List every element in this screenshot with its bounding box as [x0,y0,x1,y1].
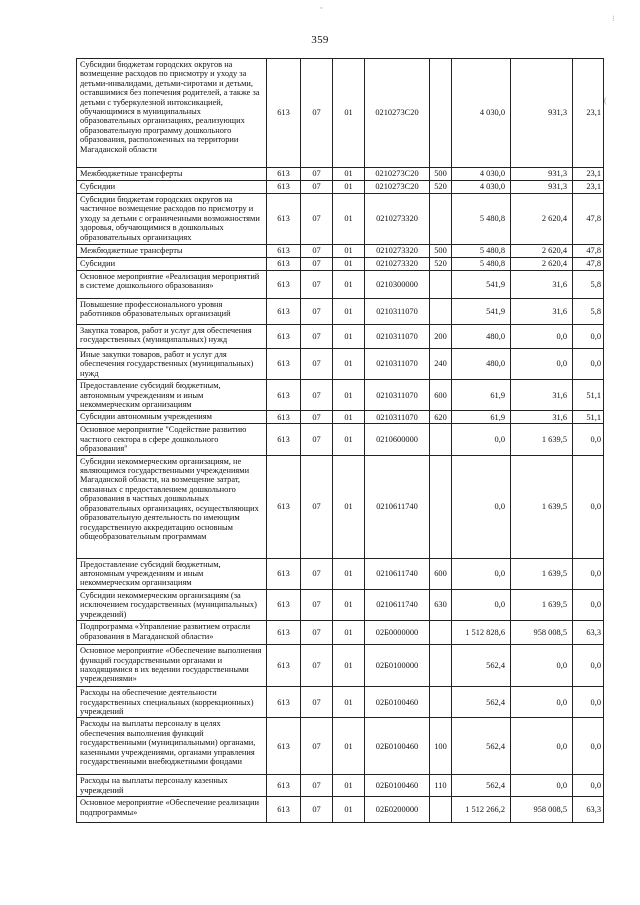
cell-gr: 613 [267,455,301,558]
cell-plan: 61,9 [452,380,511,411]
cell-pct: 0,0 [573,687,604,718]
cell-gr: 613 [267,245,301,258]
cell-fact: 0,0 [511,349,573,380]
cell-csr: 0210311070 [365,299,430,325]
cell-csr: 0210311070 [365,325,430,349]
cell-gr: 613 [267,59,301,168]
cell-pct: 0,0 [573,775,604,797]
cell-pct: 0,0 [573,718,604,775]
cell-name: Предоставление субсидий бюджетным, автономным учреждениям и иным некоммерческим организациям [77,380,267,411]
cell-csr: 0210611740 [365,589,430,620]
cell-plan: 562,4 [452,687,511,718]
cell-plan: 5 480,8 [452,258,511,271]
cell-gr: 613 [267,349,301,380]
cell-csr: 02Б0100460 [365,775,430,797]
cell-csr: 0210273С20 [365,181,430,194]
cell-rz: 07 [301,59,333,168]
cell-csr: 0210273320 [365,245,430,258]
cell-csr: 02Б0200000 [365,797,430,823]
cell-pr: 01 [333,258,365,271]
cell-fact: 0,0 [511,325,573,349]
cell-vr: 630 [430,589,452,620]
cell-csr: 0210611740 [365,558,430,589]
table-row [77,271,604,299]
cell-plan: 1 512 266,2 [452,797,511,823]
cell-vr [430,455,452,558]
cell-rz: 07 [301,349,333,380]
cell-rz: 07 [301,380,333,411]
cell-fact: 931,3 [511,59,573,168]
cell-name: Повышение профессионального уровня работников образовательных организаций [77,299,267,325]
table-body [77,59,604,823]
cell-name: Основное мероприятие «Реализация мероприятий в системе дошкольного образования» [77,271,267,299]
cell-plan: 4 030,0 [452,181,511,194]
cell-pct: 0,0 [573,325,604,349]
cell-vr [430,299,452,325]
cell-rz: 07 [301,797,333,823]
cell-rz: 07 [301,271,333,299]
cell-rz: 07 [301,645,333,687]
cell-rz: 07 [301,181,333,194]
cell-csr: 02Б0100460 [365,718,430,775]
cell-pr: 01 [333,168,365,181]
table-row [77,455,604,558]
cell-pct: 23,1 [573,59,604,168]
cell-fact: 31,6 [511,271,573,299]
cell-rz: 07 [301,455,333,558]
table-row [77,168,604,181]
cell-csr: 0210600000 [365,424,430,455]
cell-csr: 02Б0100460 [365,687,430,718]
cell-plan: 541,9 [452,299,511,325]
cell-fact: 0,0 [511,645,573,687]
scan-mark: ⁝ [612,14,615,23]
cell-pct: 47,8 [573,194,604,245]
cell-gr: 613 [267,258,301,271]
cell-rz: 07 [301,775,333,797]
cell-pct: 63,3 [573,621,604,645]
cell-pr: 01 [333,558,365,589]
cell-fact: 1 639,5 [511,455,573,558]
cell-pr: 01 [333,424,365,455]
cell-name: Субсидии бюджетам городских округов на частичное возмещение расходов по присмотру и уходу за детьми с ограниченными возможностями здоровья, обучающимися в дошкольных образовательных организациях [77,194,267,245]
table-row [77,645,604,687]
cell-name: Предоставление субсидий бюджетным, автономным учреждениям и иным некоммерческим организациям [77,558,267,589]
cell-vr [430,59,452,168]
cell-gr: 613 [267,271,301,299]
cell-vr: 500 [430,245,452,258]
cell-gr: 613 [267,194,301,245]
cell-csr: 02Б0000000 [365,621,430,645]
cell-name: Субсидии некоммерческим организациям (за исключением государственных (муниципальных) учреждений) [77,589,267,620]
cell-rz: 07 [301,621,333,645]
cell-fact: 1 639,5 [511,424,573,455]
cell-name: Расходы на выплаты персоналу казенных учреждений [77,775,267,797]
cell-pct: 51,1 [573,380,604,411]
cell-rz: 07 [301,411,333,424]
cell-rz: 07 [301,424,333,455]
cell-name: Иные закупки товаров, работ и услуг для обеспечения государственных (муниципальных) нужд [77,349,267,380]
cell-pct: 23,1 [573,168,604,181]
cell-fact: 1 639,5 [511,589,573,620]
cell-plan: 480,0 [452,325,511,349]
cell-plan: 5 480,8 [452,194,511,245]
table-row [77,194,604,245]
cell-csr: 0210311070 [365,380,430,411]
cell-rz: 07 [301,258,333,271]
cell-pr: 01 [333,411,365,424]
cell-gr: 613 [267,558,301,589]
cell-plan: 4 030,0 [452,59,511,168]
cell-gr: 613 [267,424,301,455]
cell-pct: 63,3 [573,797,604,823]
cell-csr: 0210311070 [365,411,430,424]
scan-mark: ( [604,96,607,105]
cell-plan: 562,4 [452,645,511,687]
cell-vr [430,687,452,718]
cell-pct: 23,1 [573,181,604,194]
cell-name: Расходы на обеспечение деятельности государственных специальных (коррекционных) учреждений [77,687,267,718]
cell-pr: 01 [333,718,365,775]
cell-gr: 613 [267,797,301,823]
cell-vr: 520 [430,258,452,271]
cell-gr: 613 [267,621,301,645]
cell-fact: 31,6 [511,299,573,325]
cell-pct: 0,0 [573,455,604,558]
table-row [77,775,604,797]
cell-gr: 613 [267,380,301,411]
cell-vr: 600 [430,558,452,589]
cell-pr: 01 [333,621,365,645]
cell-csr: 0210273320 [365,258,430,271]
cell-csr: 0210273320 [365,194,430,245]
cell-pct: 0,0 [573,349,604,380]
cell-vr [430,271,452,299]
cell-pr: 01 [333,687,365,718]
cell-gr: 613 [267,168,301,181]
cell-csr: 0210300000 [365,271,430,299]
cell-vr [430,621,452,645]
cell-csr: 0210273С20 [365,59,430,168]
cell-vr [430,645,452,687]
cell-fact: 958 008,5 [511,797,573,823]
cell-name: Подпрограмма «Управление развитием отрасли образования в Магаданской области» [77,621,267,645]
cell-fact: 0,0 [511,687,573,718]
cell-gr: 613 [267,181,301,194]
cell-pct: 5,8 [573,271,604,299]
cell-name: Межбюджетные трансферты [77,245,267,258]
table-row [77,258,604,271]
cell-vr: 620 [430,411,452,424]
cell-rz: 07 [301,687,333,718]
cell-pct: 47,8 [573,258,604,271]
cell-pr: 01 [333,645,365,687]
cell-vr: 500 [430,168,452,181]
cell-pr: 01 [333,797,365,823]
table-row [77,424,604,455]
budget-table [76,58,604,823]
cell-plan: 562,4 [452,775,511,797]
cell-pct: 0,0 [573,589,604,620]
cell-fact: 2 620,4 [511,258,573,271]
cell-csr: 0210311070 [365,349,430,380]
cell-name: Субсидии автономным учреждениям [77,411,267,424]
cell-pct: 0,0 [573,558,604,589]
cell-fact: 1 639,5 [511,558,573,589]
cell-pct: 0,0 [573,645,604,687]
cell-fact: 31,6 [511,380,573,411]
cell-pr: 01 [333,59,365,168]
scan-mark: ˇ [320,6,323,15]
cell-gr: 613 [267,299,301,325]
cell-pr: 01 [333,299,365,325]
cell-name: Основное мероприятие "Содействие развитию частного сектора в сфере дошкольного образования" [77,424,267,455]
table-row [77,349,604,380]
cell-pr: 01 [333,245,365,258]
cell-gr: 613 [267,645,301,687]
table-row [77,718,604,775]
cell-plan: 5 480,8 [452,245,511,258]
page-number: 359 [311,34,329,46]
cell-plan: 4 030,0 [452,168,511,181]
cell-plan: 1 512 828,6 [452,621,511,645]
cell-pct: 0,0 [573,424,604,455]
table-row [77,181,604,194]
cell-fact: 31,6 [511,411,573,424]
table-row [77,245,604,258]
table-row [77,558,604,589]
cell-vr: 110 [430,775,452,797]
cell-name: Закупка товаров, работ и услуг для обеспечения государственных (муниципальных) нужд [77,325,267,349]
cell-gr: 613 [267,411,301,424]
table-row [77,411,604,424]
cell-vr: 520 [430,181,452,194]
cell-name: Межбюджетные трансферты [77,168,267,181]
cell-rz: 07 [301,558,333,589]
cell-rz: 07 [301,168,333,181]
cell-gr: 613 [267,775,301,797]
cell-pr: 01 [333,775,365,797]
cell-gr: 613 [267,589,301,620]
table-row [77,299,604,325]
table-row [77,380,604,411]
cell-name: Основное мероприятие «Обеспечение выполнения функций государственными органами и находящимися в их ведении государственными учреждениями» [77,645,267,687]
cell-pr: 01 [333,455,365,558]
cell-name: Расходы на выплаты персоналу в целях обеспечения выполнения функций государственными (муниципальными) органами, казенными учреждениями, органами управления государственными внебюджетными фондами [77,718,267,775]
cell-csr: 0210273С20 [365,168,430,181]
cell-fact: 0,0 [511,718,573,775]
cell-vr [430,424,452,455]
cell-rz: 07 [301,589,333,620]
table-row [77,325,604,349]
cell-plan: 562,4 [452,718,511,775]
cell-csr: 02Б0100000 [365,645,430,687]
cell-plan: 0,0 [452,589,511,620]
cell-fact: 2 620,4 [511,194,573,245]
cell-pct: 47,8 [573,245,604,258]
table-row [77,589,604,620]
cell-gr: 613 [267,325,301,349]
cell-fact: 2 620,4 [511,245,573,258]
cell-plan: 61,9 [452,411,511,424]
cell-rz: 07 [301,718,333,775]
cell-rz: 07 [301,194,333,245]
cell-fact: 931,3 [511,181,573,194]
cell-vr: 600 [430,380,452,411]
cell-pr: 01 [333,181,365,194]
cell-plan: 0,0 [452,424,511,455]
cell-vr [430,797,452,823]
cell-name: Субсидии [77,181,267,194]
cell-csr: 0210611740 [365,455,430,558]
table-row [77,797,604,823]
cell-pr: 01 [333,349,365,380]
cell-pr: 01 [333,380,365,411]
cell-fact: 958 008,5 [511,621,573,645]
cell-plan: 480,0 [452,349,511,380]
cell-plan: 0,0 [452,455,511,558]
cell-rz: 07 [301,245,333,258]
cell-vr: 240 [430,349,452,380]
cell-fact: 931,3 [511,168,573,181]
cell-plan: 0,0 [452,558,511,589]
cell-plan: 541,9 [452,271,511,299]
cell-fact: 0,0 [511,775,573,797]
cell-vr: 100 [430,718,452,775]
table-row [77,621,604,645]
cell-vr: 200 [430,325,452,349]
table-row [77,687,604,718]
cell-vr [430,194,452,245]
cell-name: Основное мероприятие «Обеспечение реализации подпрограммы» [77,797,267,823]
cell-name: Субсидии бюджетам городских округов на возмещение расходов по присмотру и уходу за детьми-инвалидами, детьми-сиротами и детьми, оставшимися без попечения родителей, а также за детьми с туберкулезной интоксикацией, обучающимися в муниципальных образовательных организациях, реализующих образовательную программу дошкольного образования, расположенных на территории Магаданской области [77,59,267,168]
cell-name: Субсидии некоммерческим организациям, не являющимся государственными учреждениями Магаданской области, на возмещение затрат, связанных с предоставлением дошкольного образования в частных дошкольных образовательных организациях, осуществляющих образовательную деятельность по имеющим государственную аккредитацию основным общеобразовательным программам [77,455,267,558]
cell-gr: 613 [267,718,301,775]
cell-pr: 01 [333,194,365,245]
cell-pr: 01 [333,271,365,299]
cell-name: Субсидии [77,258,267,271]
cell-pr: 01 [333,325,365,349]
cell-pct: 51,1 [573,411,604,424]
cell-pct: 5,8 [573,299,604,325]
cell-rz: 07 [301,299,333,325]
table-row [77,59,604,168]
cell-gr: 613 [267,687,301,718]
cell-pr: 01 [333,589,365,620]
cell-rz: 07 [301,325,333,349]
